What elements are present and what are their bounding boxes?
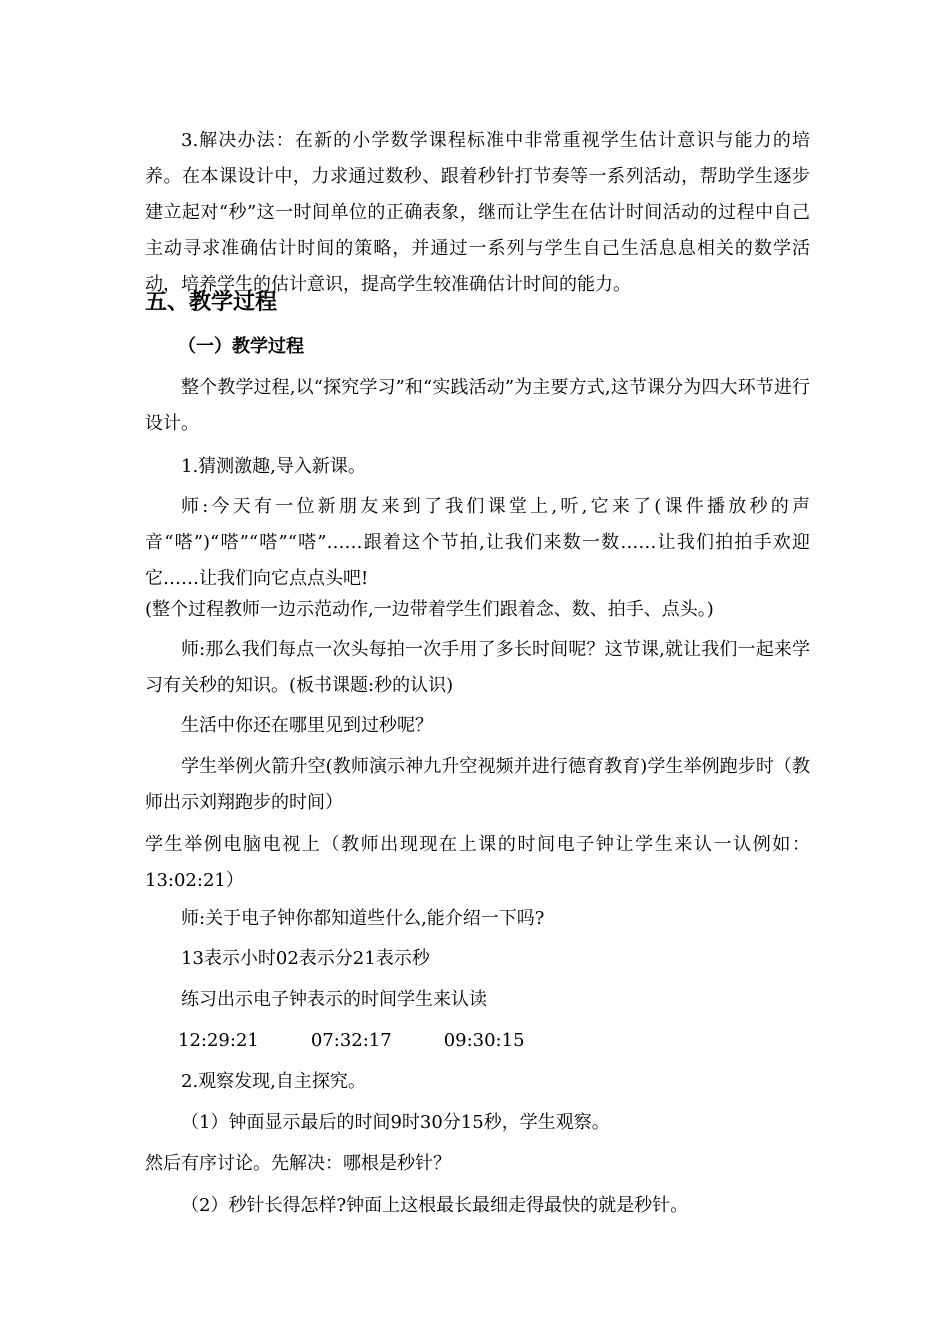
paragraph-time-meaning: 13表示小时02表示分21表示秒 xyxy=(181,948,430,969)
paragraph-note: (整个过程教师一边示范动作,一边带着学生们跟着念、数、拍手、点头。) xyxy=(145,599,714,620)
section-heading: 五、教学过程 xyxy=(145,290,278,315)
paragraph-life-question: 生活中你还在哪里见到过秒呢？ xyxy=(181,715,433,736)
practice-time: 09:30:15 xyxy=(443,1030,525,1051)
paragraph-teacher-question: 师:那么我们每点一次头每拍一次手用了多长时间呢？这节课,就让我们一起来学习有关秒的知识。(板书课题:秒的认识) xyxy=(145,639,810,696)
paragraph-solution: 3.解决办法：在新的小学数学课程标准中非常重视学生估计意识与能力的培养。在本课设计中，力求通过数秒、跟着秒针打节奏等一系列活动，帮助学生逐步建立起对“秒”这一时间单位的正确表象，继而让学生在估计时间活动的过程中自己主动寻求准确估计时间的策略，并通过一系列与学生自己生活息息相关的数学活动，培养学生的估计意识，提高学生较准确估计时间的能力。 xyxy=(145,130,810,295)
paragraph-student-examples: 学生举例火箭升空(教师演示神九升空视频并进行德育教育)学生举例跑步时（教师出示刘翔跑步的时间） xyxy=(145,756,810,813)
practice-time: 07:32:17 xyxy=(310,1030,392,1051)
practice-time: 12:29:21 xyxy=(178,1030,259,1051)
paragraph-clock-display: （1）钟面显示最后的时间9时30分15秒，学生观察。 xyxy=(181,1112,610,1133)
subsection-heading: （一）教学过程 xyxy=(178,336,304,357)
paragraph-teacher-clock: 师:关于电子钟你都知道些什么,能介绍一下吗? xyxy=(181,908,545,929)
paragraph-practice: 练习出示电子钟表示的时间学生来认读 xyxy=(181,989,487,1010)
practice-times xyxy=(178,1023,810,1059)
paragraph-second-hand: （2）秒针长得怎样?钟面上这根最长最细走得最快的就是秒针。 xyxy=(181,1195,689,1216)
paragraph-electronic-clock: 学生举例电脑电视上（教师出现现在上课的时间电子钟让学生来认一认例如：13:02:21） xyxy=(145,834,810,891)
paragraph-step1: 1.猜测激趣,导入新课。 xyxy=(181,456,366,477)
paragraph-step2: 2.观察发现,自主探究。 xyxy=(181,1071,366,1092)
paragraph-teacher-intro: 师:今天有一位新朋友来到了我们课堂上,听,它来了(课件播放秒的声音“嗒”)“嗒”“嗒”“嗒”……跟着这个节拍,让我们来数一数……让我们拍拍手欢迎它……让我们向它点点头吧! xyxy=(145,496,810,589)
paragraph-discussion: 然后有序讨论。先解决：哪根是秒针？ xyxy=(145,1153,451,1174)
paragraph-overview: 整个教学过程,以“探究学习”和“实践活动”为主要方式,这节课分为四大环节进行设计。 xyxy=(145,377,810,434)
